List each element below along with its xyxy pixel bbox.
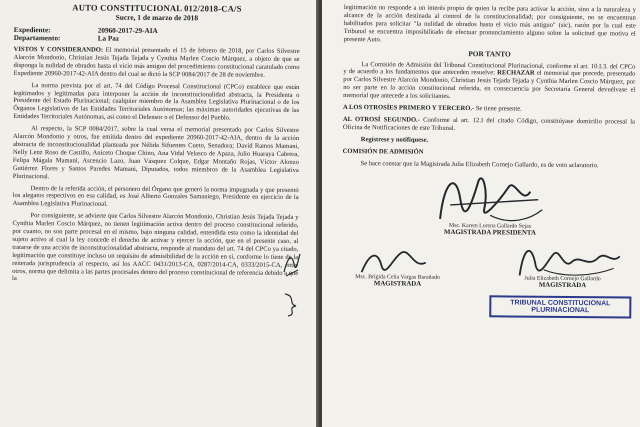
departamento-row [14,34,300,44]
signature-cornejo-role: MAGISTRADA [538,281,587,289]
paragraph-norma: La norma prevista por el art. 74 del Código Procesal Constitucional (CPCo) establece que están legitimados y legitimadas para interponer la acción de inconstitucionalidad abstracta, la Presidenta o Presidente del Estado Plurinacional; cualquier miembro de la Asamblea Legislativa Plurinacional o de los Órganos Legislativos de las Entidades Territoriales Autónomas; las máximas autoridades ejecutivas de las Entidades Territoriales Autónomas, así como el Defensor o el Defensor del Pueblo. [13,81,300,122]
left-page [0,0,318,427]
paragraph-vistos [13,46,299,80]
signature-vargas-name: Msc. Brígida Celia Vargas Barañado [355,273,440,281]
vistos-text: El memorial presentado el 15 de febrero de 2018, por Carlos Silvestre Alarcón Mondonio, Christian Jesús Tejada Tejada y Cynthia Marlen Coscio Márquez, a objeto de que se disponga la nulidad de obrados hasta el vicio más antiguo del procedimiento constitucional caratulado como Expediente 20960-2017-42-AIA dentro del cual se dictó la SCP 0084/2017 de 28 de noviembre. [13,46,300,79]
paragraph-respecto: Al respecto, la SCP 0084/2017, sobre la cual versa el memorial presentado por Carlos Silvestre Alarcón Mondonio y otros, fue emitida dentro del expediente 20960-2017-42-AIA, dentro de la acción abstracta de inconstitucionalidad planteada por Nélida Sifuentes Cueto, Senadora; David Ramos Mamani, Nelly Lenz Roso de Castillo, Aniceto Choque Chino, Ana Vidal Velasco de Apaza, Julio Huaraya Cabrera, Felipa Mágala Mamani, Ascencio Lazo, Juan Vásquez Colque, Edgar Montaño Rojas, Víctor Alonzo Gutiérrez Flores y Santos Paredes Mamani, Diputados, todos miembros de la Asamblea Legislativa Plurinacional. [12,125,300,180]
otrosies-text: Se tiene presente. [474,105,522,113]
paragraph-legitimacion: legitimación no responde a un interés propio de quien la recibe para activar la acción, sino a la naturaleza y alcance de la acción destinada al control de la constitucionalidad; por consiguiente, no se encuentran habilitados para solicitar "la nulidad de obrados hasta el vicio más antiguo" (sic), razón por la cual este Tribunal se encuentra imposibilitado de efectuar pronunciamiento alguno sobre la solicitud que motiva el presente Auto. [343,3,636,43]
signature-presidenta-role: MAGISTRADA PRESIDENTA [444,228,536,237]
expediente-value: 20960-2017-29-AIA [97,26,158,36]
otrosi-segundo-heading: AL OTROSÍ SEGUNDO.- [342,115,420,124]
signature-cornejo [503,275,621,289]
paragraph-consiguiente: Por consiguiente, se advierte que Carlos Silvestre Alarcón Mondonio, Christian Jesús Tejada Tejada y Cynthia Marlen Coscio Márquez, no tienen legitimación activa dentro del proceso constitucional referido, por cuanto, no son parte procesal en el mismo, bajo ninguna calidad, entendida esta como la identidad del sujeto activo al cual la ley concede el derecho de activar y ejercer la acción, que en el presente caso, al tratarse de una acción de inconstitucionalidad abstracta, responde al mandato del art. 74 del CPCo ya citado, legitimación que constituye incluso un requisito de admisibilidad de la acción en sí, conforme lo tiene de la reiterada jurisprudencia al respecto, así los AACC 0431/2013-CA, 0287/2014-CA, 0333/2015-CA, entre otros, norma que delimita a las partes procesales dentro del proceso constitucional de referencia debido a que la [12,212,299,283]
paragraph-otrosi-segundo [343,116,635,134]
signature-area [341,171,634,324]
departamento-value: La Paz [97,34,120,43]
document-title: AUTO CONSTITUCIONAL 012/2018-CA/S [72,2,242,14]
margin-initials-2 [282,290,302,318]
constancia-text: Se hace constar que la Magistrada Julia Elizabeth Cornejo Gallardo, es de voto aclaratorio. [360,159,599,169]
signature-presidenta-handwriting [430,168,551,229]
document-date: Sucre, 1 de marzo de 2018 [115,12,199,23]
departamento-label: Departamento: [13,33,61,43]
paragraph-accion: Dentro de la referida acción, el personero del Órgano que generó la norma impugnada y que presentó los alegatos respectivos en esa calidad, es José Alberto Gonzales Samaniego, Presidente en ejercicio de la Asamblea Legislativa Plurinacional. [12,184,299,208]
vistos-heading: VISTOS Y CONSIDERANDO: [13,45,104,54]
comision-heading: COMISIÓN DE ADMISIÓN [342,147,424,156]
por-tanto-heading: POR TANTO [468,48,511,58]
right-page [322,0,640,427]
left-page-content [12,2,300,289]
signature-cornejo-name: Julia Elizabeth Cornejo Gallardo [524,275,601,282]
stamp-line-2: PLURINACIONAL [531,306,590,314]
margin-initials-1 [282,250,302,280]
tribunal-stamp [489,295,631,318]
signature-presidenta-name: Msc. Karem Lorena Gallardo Sejas [449,222,532,230]
otrosies-heading: A LOS OTROSÍES PRIMERO Y TERCERO.- [343,104,475,113]
right-page-content [341,0,636,324]
signature-presidenta [430,222,550,236]
registrese-line: Regístrese y notifíquese. [360,135,429,144]
resolucion-text-a: La Comisión de Admisión del Tribunal Constitucional Plurinacional, conforme el art. 10.I.3. del CPCo y de acuerdo a los fundamentos que anteceden resuelve: [343,60,636,77]
otrosi-segundo-text: Conforme al art. 12.I del citado Código, constitúyase domicilio procesal la Oficina de Notificaciones de este Tribunal. [342,116,635,132]
signature-vargas [341,273,453,287]
resolucion-text-c: el memorial que precede, presentado por Carlos Silvestre Alarcón Mondonio, Christian Jesús Tejada Tejada y Cynthia Marlen Coscio Márquez, por no ser parte en la acción constitucional referida, en consecuencia por Secretaría General devuélvase el memorial que antecede a los solicitantes. [343,70,636,101]
expediente-label: Expediente: [13,25,51,35]
paragraph-resolucion [343,61,635,103]
signature-vargas-role: MAGISTRADA [373,279,422,288]
case-metadata [14,26,300,44]
stamp-line-1: TRIBUNAL CONSTITUCIONAL [510,298,611,307]
rechazar-label: RECHAZAR [497,69,535,78]
paragraph-otrosies [343,104,635,114]
